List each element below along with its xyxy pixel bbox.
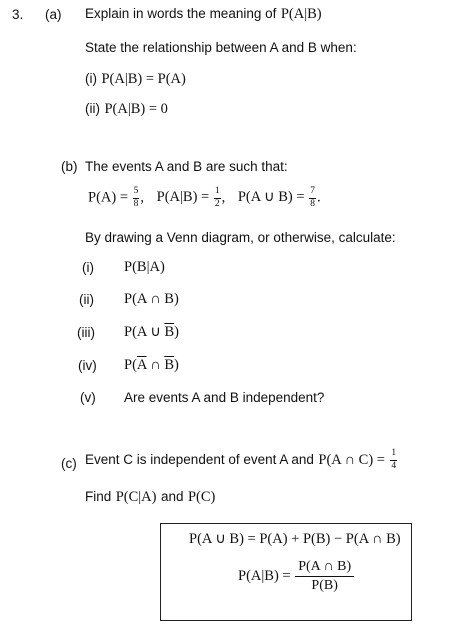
venn-instruction: By drawing a Venn diagram, or otherwise, calculate: [85,230,396,245]
state-relationship-text: State the relationship between A and B when: [85,40,357,55]
given-probabilities: P(A) = $\frac{5}{8}$ , P(A|B) = $\frac{1}{2}$ , P(A ∪ B) = $\frac{7}{8}$ . [88,186,321,209]
part-b-iv-expr: $P(\overline{A}$ ∩ $\overline{B}$) [124,357,179,373]
b-complement: $\overline{B}$ [164,357,174,373]
part-c-expr: P(A ∩ C) = [318,452,385,469]
item-expr: P(A|B) = 0 [104,101,168,117]
given-pa-lhs: P(A) = [88,189,128,206]
part-b-iii-expr: P(A ∪ $\overline{B}$) [124,324,179,340]
a-complement: $\overline{A}$ [136,357,147,373]
part-b-ii-label: (ii) [79,292,94,307]
part-b-i-label: (i) [82,260,94,275]
part-b-v-label: (v) [80,390,96,405]
part-b-iii-label: (iii) [77,325,95,340]
question-number: 3. [12,7,24,22]
given-pagb-lhs: P(A|B) = [156,189,210,206]
item-expr: P(A|B) = P(A) [101,71,186,87]
part-a-label: (a) [45,7,62,22]
part-c-label: (c) [61,456,77,471]
fraction-one-quarter: $\frac{1}{4}$ [391,448,397,471]
given-paub-lhs: P(A ∪ B) = [237,189,305,206]
fraction-one-half: $\frac{1}{2}$ [214,186,220,209]
part-a-i [85,70,186,88]
part-b-ii-expr: P(A ∩ B) [124,291,179,307]
conditional-fraction: $\frac{P(A \cap B)}{P(B)}$ [295,560,354,593]
conditional-probability-formula: P(A|B) = $\frac{P(A \cap B)}{P(B)}$ [238,560,355,593]
part-b-label: (b) [61,159,78,174]
fraction-seven-eighths: $\frac{7}{8}$ [310,186,315,209]
part-b-i-expr: P(B|A) [124,259,165,275]
explain-expr: P(A|B) [280,6,322,22]
part-b-intro: The events A and B are such that: [85,159,288,174]
item-label: (i) [85,71,97,86]
part-b-iv-label: (iv) [78,358,97,373]
part-c-statement [85,449,398,471]
b-complement: $\overline{B}$ [164,324,175,340]
part-a-ii [85,100,168,118]
part-b-v-text: Are events A and B independent? [124,390,325,405]
explain-text: Explain in words the meaning of [85,6,277,21]
item-label: (ii) [85,101,100,116]
addition-rule-formula: P(A ∪ B) = P(A) + P(B) − P(A ∩ B) [189,531,401,547]
part-a-explain [85,5,322,23]
part-c-find: Find P(C|A) and P(C) [85,489,216,505]
fraction-five-eighths: $\frac{5}{8}$ [133,186,139,209]
part-c-text: Event C is independent of event A and [85,452,314,468]
